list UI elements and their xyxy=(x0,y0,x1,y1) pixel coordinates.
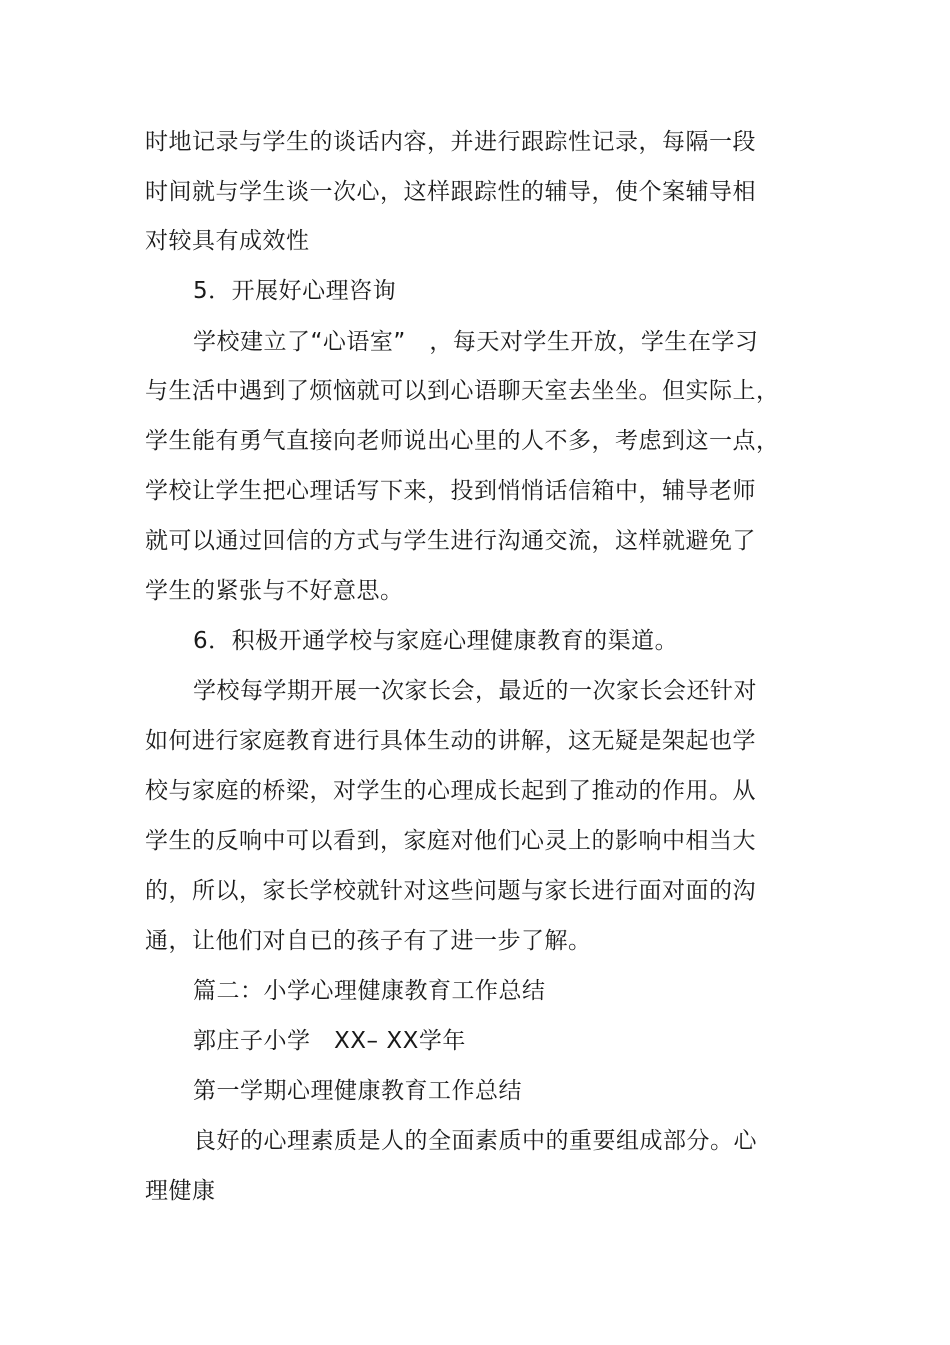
section-heading: 5．开展好心理咨询 xyxy=(193,278,397,304)
body-text-line: 学校每学期开展一次家长会，最近的一次家长会还针对 xyxy=(193,678,757,704)
body-text-line: 的，所以，家长学校就针对这些问题与家长进行面对面的沟 xyxy=(145,878,756,904)
school-year-line: 郭庄子小学 XX– XX学年 xyxy=(193,1028,466,1054)
body-text-line: 良好的心理素质是人的全面素质中的重要组成部分。心 xyxy=(193,1128,757,1154)
body-text-line: 理健康 xyxy=(145,1178,216,1204)
body-text-line: 如何进行家庭教育进行具体生动的讲解，这无疑是架起也学 xyxy=(145,728,756,754)
body-text-line: 学生的紧张与不好意思。 xyxy=(145,578,404,604)
body-text-line: 就可以通过回信的方式与学生进行沟通交流，这样就避免了 xyxy=(145,528,756,554)
body-text-line: 与生活中遇到了烦恼就可以到心语聊天室去坐坐。但实际上， xyxy=(145,378,780,404)
body-text-line: 时地记录与学生的谈话内容，并进行跟踪性记录，每隔一段 xyxy=(145,129,756,155)
section-heading: 6．积极开通学校与家庭心理健康教育的渠道。 xyxy=(193,628,679,654)
body-text-line: 学校让学生把心理话写下来，投到悄悄话信箱中，辅导老师 xyxy=(145,478,756,504)
body-text-line: 时间就与学生谈一次心，这样跟踪性的辅导，使个案辅导相 xyxy=(145,179,756,205)
article-subtitle: 第一学期心理健康教育工作总结 xyxy=(193,1078,522,1104)
article-title: 篇二：小学心理健康教育工作总结 xyxy=(193,978,546,1004)
body-text-line: 学生能有勇气直接向老师说出心里的人不多，考虑到这一点， xyxy=(145,428,780,454)
body-text-line: 校与家庭的桥梁，对学生的心理成长起到了推动的作用。从 xyxy=(145,778,756,804)
body-text-line: 通，让他们对自已的孩子有了进一步了解。 xyxy=(145,928,592,954)
body-text-line: 对较具有成效性 xyxy=(145,228,310,254)
body-text-line: 学生的反响中可以看到，家庭对他们心灵上的影响中相当大 xyxy=(145,828,756,854)
body-text-line: 学校建立了“心语室” ，每天对学生开放，学生在学习 xyxy=(193,329,759,355)
